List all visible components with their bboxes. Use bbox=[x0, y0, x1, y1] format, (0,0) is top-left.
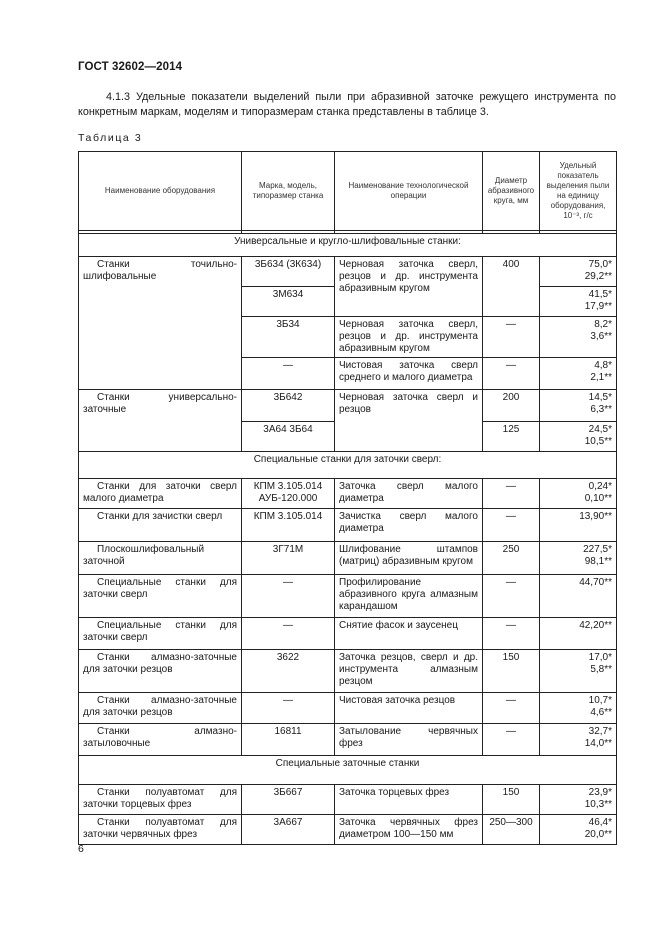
operation-cell: Заточка червячных фрез диаметром 100—150 мм bbox=[335, 815, 483, 845]
operation-cell: Черновая заточка сверл и резцов bbox=[335, 390, 483, 452]
diameter-cell: — bbox=[483, 479, 540, 509]
emission-cell: 41,5* 17,9** bbox=[540, 287, 617, 317]
emission-cell: 10,7* 4,6** bbox=[540, 693, 617, 724]
col-header-operation: Наименование технологической операции bbox=[335, 152, 483, 231]
diameter-cell: 250—300 bbox=[483, 815, 540, 845]
table-row bbox=[79, 542, 617, 575]
model-cell: — bbox=[242, 358, 335, 390]
model-cell: 3Б642 bbox=[242, 390, 335, 422]
operation-cell: Шлифование штампов (матриц) абразивным кругом bbox=[335, 542, 483, 575]
emission-cell: 23,9* 10,3** bbox=[540, 785, 617, 815]
col-header-diameter: Диаметр абразивного круга, мм bbox=[483, 152, 540, 231]
table-row bbox=[79, 575, 617, 618]
model-cell: КПМ 3.105.014 АУБ-120.000 bbox=[242, 479, 335, 509]
diameter-cell: — bbox=[483, 618, 540, 650]
diameter-cell: 250 bbox=[483, 542, 540, 575]
model-cell: 16811 bbox=[242, 724, 335, 756]
table-row bbox=[79, 257, 617, 287]
equipment-cell: Станки точильно-шлифовальные bbox=[79, 257, 242, 390]
equipment-cell: Станки для заточки сверл малого диаметра bbox=[79, 479, 242, 509]
operation-cell: Черновая заточка сверл, резцов и др. инструмента абразивным кругом bbox=[335, 317, 483, 358]
table-row bbox=[79, 693, 617, 724]
table-row bbox=[79, 650, 617, 693]
equipment-cell: Специальные станки для заточки сверл bbox=[79, 618, 242, 650]
operation-cell: Черновая заточка сверл, резцов и др. инструмента абразивным кругом bbox=[335, 257, 483, 317]
emission-cell: 24,5* 10,5** bbox=[540, 422, 617, 452]
table-row bbox=[79, 815, 617, 845]
col-header-emission: Удельный показатель выделения пыли на единицу оборудования, 10⁻³, г/с bbox=[540, 152, 617, 231]
diameter-cell: — bbox=[483, 575, 540, 618]
diameter-cell: — bbox=[483, 693, 540, 724]
table-row bbox=[79, 509, 617, 542]
equipment-cell: Станки полуавтомат для заточки торцевых фрез bbox=[79, 785, 242, 815]
emission-cell: 227,5* 98,1** bbox=[540, 542, 617, 575]
emission-table bbox=[78, 151, 617, 845]
col-header-model: Марка, модель, типоразмер станка bbox=[242, 152, 335, 231]
operation-cell: Затылование червячных фрез bbox=[335, 724, 483, 756]
section-drill: Специальные станки для заточки сверл: bbox=[79, 452, 617, 479]
emission-cell: 0,24* 0,10** bbox=[540, 479, 617, 509]
operation-cell: Зачистка сверл малого диаметра bbox=[335, 509, 483, 542]
emission-cell: 8,2* 3,6** bbox=[540, 317, 617, 358]
model-cell: 3Б634 (3К634) bbox=[242, 257, 335, 287]
section-row bbox=[79, 756, 617, 785]
emission-cell: 42,20** bbox=[540, 618, 617, 650]
model-cell: 3Б667 bbox=[242, 785, 335, 815]
operation-cell: Заточка торцевых фрез bbox=[335, 785, 483, 815]
table-row bbox=[79, 479, 617, 509]
equipment-cell: Станки полуавтомат для заточки червячных фрез bbox=[79, 815, 242, 845]
model-cell: 3622 bbox=[242, 650, 335, 693]
diameter-cell: — bbox=[483, 358, 540, 390]
diameter-cell: 400 bbox=[483, 257, 540, 317]
table-header-row bbox=[79, 152, 617, 231]
equipment-cell: Станки универсально-заточные bbox=[79, 390, 242, 452]
emission-cell: 13,90** bbox=[540, 509, 617, 542]
emission-cell: 46,4* 20,0** bbox=[540, 815, 617, 845]
section-universal: Универсальные и кругло-шлифовальные станки: bbox=[79, 234, 617, 257]
operation-cell: Профилирование абразивного круга алмазным карандашом bbox=[335, 575, 483, 618]
equipment-cell: Станки алмазно-заточные для заточки резцов bbox=[79, 650, 242, 693]
table-caption: Таблица 3 bbox=[78, 132, 143, 144]
equipment-cell: Плоскошлифовальный заточной bbox=[79, 542, 242, 575]
table-row bbox=[79, 724, 617, 756]
model-cell: 3М634 bbox=[242, 287, 335, 317]
emission-cell: 4,8* 2,1** bbox=[540, 358, 617, 390]
page-number: 6 bbox=[78, 843, 84, 855]
diameter-cell: 125 bbox=[483, 422, 540, 452]
intro-paragraph: 4.1.3 Удельные показатели выделений пыли при абразивной заточке режущего инструмента по конкретным маркам, моделям и типоразмерам станка представлены в таблице 3. bbox=[78, 91, 616, 118]
model-cell: 3Б34 bbox=[242, 317, 335, 358]
col-header-equipment: Наименование оборудования bbox=[79, 152, 242, 231]
table-row bbox=[79, 785, 617, 815]
emission-cell: 75,0* 29,2** bbox=[540, 257, 617, 287]
diameter-cell: — bbox=[483, 317, 540, 358]
operation-cell: Чистовая заточка резцов bbox=[335, 693, 483, 724]
diameter-cell: 200 bbox=[483, 390, 540, 422]
operation-cell: Заточка резцов, сверл и др. инструмента алмазным резцом bbox=[335, 650, 483, 693]
operation-cell: Заточка сверл малого диаметра bbox=[335, 479, 483, 509]
section-row bbox=[79, 452, 617, 479]
emission-cell: 44,70** bbox=[540, 575, 617, 618]
model-cell: — bbox=[242, 575, 335, 618]
operation-cell: Чистовая заточка сверл среднего и малого диаметра bbox=[335, 358, 483, 390]
diameter-cell: 150 bbox=[483, 785, 540, 815]
model-cell: 3А64 3Б64 bbox=[242, 422, 335, 452]
equipment-cell: Станки алмазно-затыловочные bbox=[79, 724, 242, 756]
model-cell: — bbox=[242, 693, 335, 724]
document-header: ГОСТ 32602—2014 bbox=[78, 61, 183, 73]
operation-cell: Снятие фасок и заусенец bbox=[335, 618, 483, 650]
model-cell: — bbox=[242, 618, 335, 650]
diameter-cell: 150 bbox=[483, 650, 540, 693]
table-row bbox=[79, 390, 617, 422]
equipment-cell: Специальные станки для заточки сверл bbox=[79, 575, 242, 618]
diameter-cell: — bbox=[483, 509, 540, 542]
table-row bbox=[79, 618, 617, 650]
model-cell: 3Г71М bbox=[242, 542, 335, 575]
equipment-cell: Станки для зачистки сверл bbox=[79, 509, 242, 542]
equipment-cell: Станки алмазно-заточные для заточки резцов bbox=[79, 693, 242, 724]
emission-cell: 14,5* 6,3** bbox=[540, 390, 617, 422]
emission-cell: 17,0* 5,8** bbox=[540, 650, 617, 693]
section-special: Специальные заточные станки bbox=[79, 756, 617, 785]
diameter-cell: — bbox=[483, 724, 540, 756]
model-cell: 3А667 bbox=[242, 815, 335, 845]
section-row bbox=[79, 234, 617, 257]
model-cell: КПМ 3.105.014 bbox=[242, 509, 335, 542]
emission-cell: 32,7* 14,0** bbox=[540, 724, 617, 756]
